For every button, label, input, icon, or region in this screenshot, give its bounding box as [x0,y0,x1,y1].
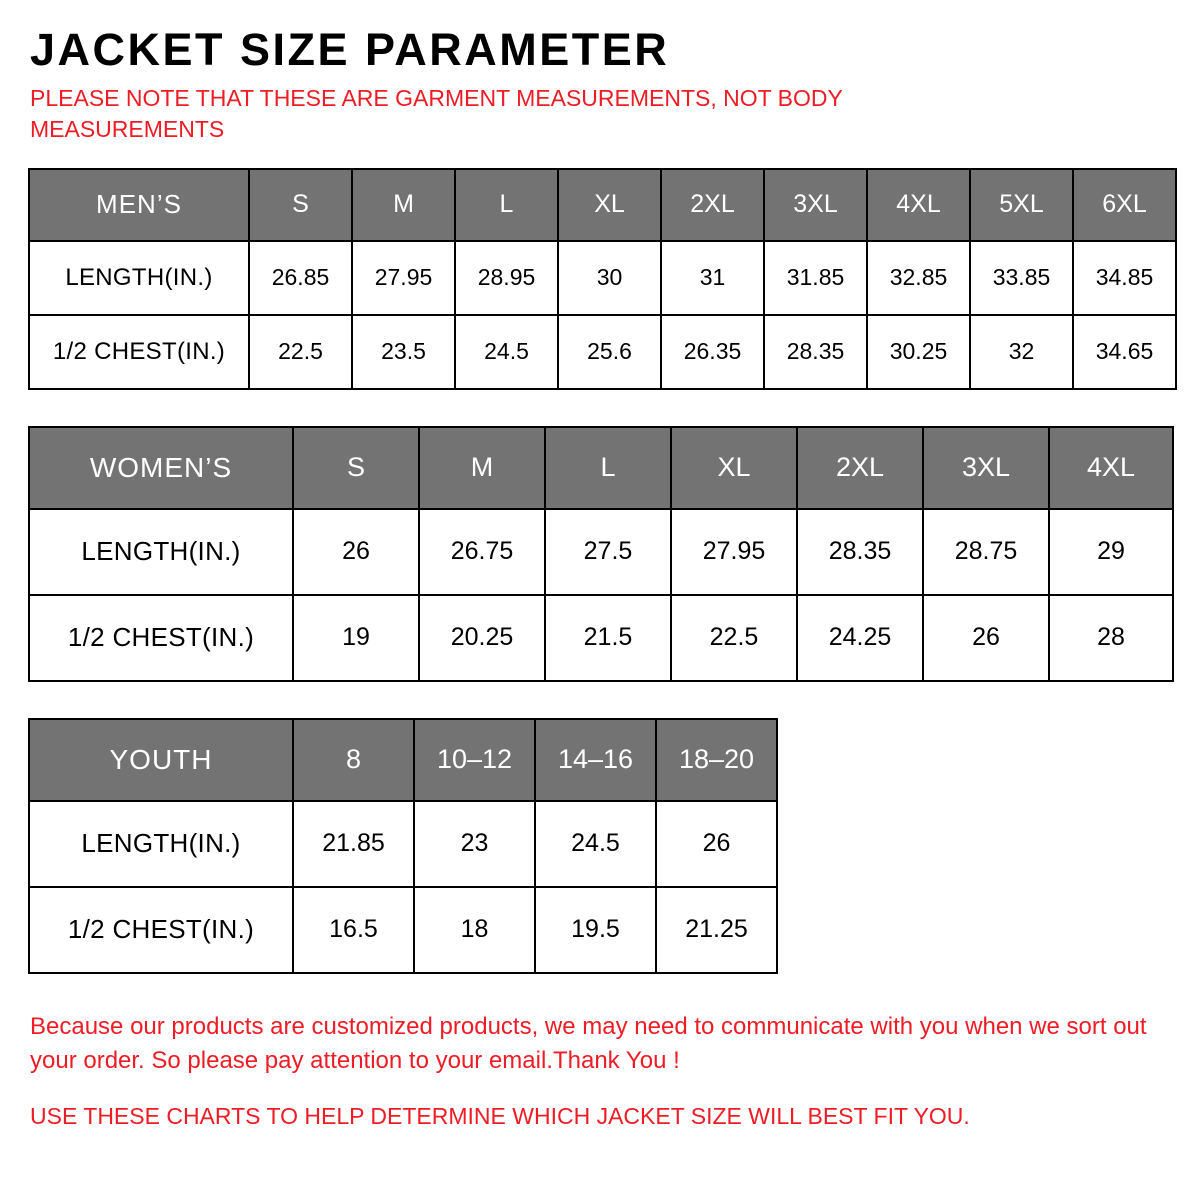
table-cell: 21.85 [293,801,414,887]
table-cell: 25.6 [558,315,661,389]
table-header-cell: 4XL [867,169,970,241]
footer-notes [28,1010,1172,1133]
footer-note-customized: Because our products are customized products, we may need to communicate with you when we sort out your order. So please pay attention to your email.Thank You ! [30,1012,1147,1075]
table-header-cell: 3XL [923,427,1049,509]
table-cell: 34.85 [1073,241,1176,315]
table-cell: 28.95 [455,241,558,315]
table-header-cell: M [419,427,545,509]
table-cell: 32.85 [867,241,970,315]
table-row [29,887,777,973]
table-cell: 18 [414,887,535,973]
table-header-cell: 6XL [1073,169,1176,241]
table-cell: 24.5 [455,315,558,389]
youth-size-table [28,718,778,974]
table-cell: 22.5 [249,315,352,389]
row-label: 1/2 CHEST(IN.) [29,315,249,389]
table-cell: 24.25 [797,595,923,681]
footer-note-usage: USE THESE CHARTS TO HELP DETERMINE WHICH JACKET SIZE WILL BEST FIT YOU. [30,1103,970,1130]
row-label: LENGTH(IN.) [29,509,293,595]
table-header-cell: 2XL [661,169,764,241]
table-cell: 19 [293,595,419,681]
table-cell: 28.35 [764,315,867,389]
table-cell: 28 [1049,595,1173,681]
table-header-cell: L [545,427,671,509]
table-header-row [29,719,777,801]
row-label: 1/2 CHEST(IN.) [29,887,293,973]
table-cell: 23 [414,801,535,887]
table-cell: 23.5 [352,315,455,389]
table-cell: 30.25 [867,315,970,389]
table-cell: 31.85 [764,241,867,315]
table-cell: 16.5 [293,887,414,973]
womens-size-table [28,426,1174,682]
page-title: JACKET SIZE PARAMETER [30,24,670,75]
table-header-cell: XL [558,169,661,241]
table-header-cell: 2XL [797,427,923,509]
table-header-cell: WOMEN’S [29,427,293,509]
table-cell: 27.95 [352,241,455,315]
table-header-cell: S [293,427,419,509]
table-cell: 34.65 [1073,315,1176,389]
table-header-cell: MEN’S [29,169,249,241]
table-header-cell: 3XL [764,169,867,241]
table-cell: 32 [970,315,1073,389]
table-cell: 26.85 [249,241,352,315]
table-cell: 27.95 [671,509,797,595]
table-cell: 27.5 [545,509,671,595]
measurement-note: PLEASE NOTE THAT THESE ARE GARMENT MEASUREMENTS, NOT BODY MEASUREMENTS [30,85,843,142]
table-row [29,595,1173,681]
table-row [29,315,1176,389]
row-label: 1/2 CHEST(IN.) [29,595,293,681]
table-cell: 26 [923,595,1049,681]
table-row [29,509,1173,595]
table-header-row [29,427,1173,509]
table-header-cell: XL [671,427,797,509]
table-cell: 21.25 [656,887,777,973]
table-cell: 26.35 [661,315,764,389]
table-cell: 19.5 [535,887,656,973]
table-header-cell: 14–16 [535,719,656,801]
table-cell: 29 [1049,509,1173,595]
table-header-cell: 8 [293,719,414,801]
table-cell: 26 [293,509,419,595]
row-label: LENGTH(IN.) [29,801,293,887]
table-row [29,241,1176,315]
mens-size-table [28,168,1177,390]
table-cell: 33.85 [970,241,1073,315]
table-header-cell: M [352,169,455,241]
table-cell: 28.75 [923,509,1049,595]
table-cell: 21.5 [545,595,671,681]
table-header-cell: S [249,169,352,241]
table-header-cell: 18–20 [656,719,777,801]
table-header-row [29,169,1176,241]
table-header-cell: YOUTH [29,719,293,801]
table-cell: 26.75 [419,509,545,595]
table-header-cell: L [455,169,558,241]
table-cell: 28.35 [797,509,923,595]
table-row [29,801,777,887]
row-label: LENGTH(IN.) [29,241,249,315]
table-cell: 22.5 [671,595,797,681]
table-cell: 20.25 [419,595,545,681]
table-cell: 31 [661,241,764,315]
table-cell: 24.5 [535,801,656,887]
table-cell: 30 [558,241,661,315]
table-header-cell: 5XL [970,169,1073,241]
table-cell: 26 [656,801,777,887]
table-header-cell: 4XL [1049,427,1173,509]
table-header-cell: 10–12 [414,719,535,801]
